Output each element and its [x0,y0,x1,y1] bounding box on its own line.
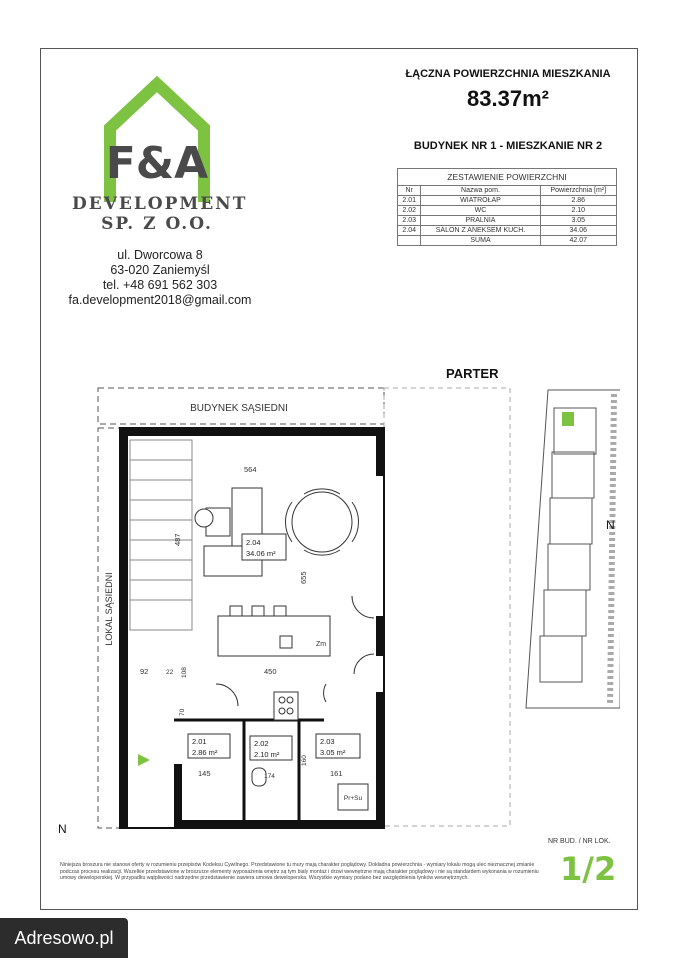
west-wall [120,428,128,828]
area-table [397,168,617,246]
dim-label: 108 [181,667,188,678]
unit-number-value: 1/2 [560,850,617,888]
area-table-header: Nazwa pom. [421,186,540,196]
company-address [60,248,260,308]
site-key-plan [510,388,620,718]
kitchen-island [218,616,330,656]
bar-stool [230,606,242,616]
table-cell: 2.02 [398,206,421,216]
terrace-outline [384,388,510,826]
dim-label: 174 [264,773,275,780]
room-area: 2.86 m² [192,748,218,757]
neighbor-building-label: BUDYNEK SĄSIEDNI [190,403,288,414]
bar-stool [252,606,264,616]
unit-number-label: NR BUD. / NR LOK. [548,838,611,845]
key-plan-hatch [610,394,614,706]
table-row [398,196,617,206]
room-number: 2.03 [320,737,335,746]
address-city: 63-020 Zaniemyśl [110,263,210,277]
address-phone: tel. +48 691 562 303 [102,278,218,292]
side-table [195,509,213,527]
room-number: 2.02 [254,739,269,748]
north-label: N [606,518,615,532]
dim-label: 145 [198,769,211,778]
east-wall-mid [376,616,384,656]
table-cell: 2.04 [398,226,421,236]
sink-label: Zm [316,641,327,648]
table-cell: 2.03 [398,216,421,226]
dim-label: 450 [264,667,277,676]
watermark-badge: Adresowo.pl [0,918,128,958]
dining-table [285,489,358,555]
logo-text [72,194,248,234]
logo-line-2: SP. Z O.O. [101,214,213,234]
dim-label: 70 [179,708,186,716]
east-wall-top [376,428,384,476]
selected-unit-marker [562,412,574,426]
table-cell: SALON Z ANEKSEM KUCH. [421,226,540,236]
dim-label: 22 [166,669,174,676]
door-arc [324,684,326,702]
room-area: 34.06 m² [246,549,276,558]
table-cell: 2.86 [540,196,616,206]
table-row [398,216,617,226]
table-cell: PRALNIA [421,216,540,226]
dim-label: 160 [301,755,308,766]
room-area: 3.05 m² [320,748,346,757]
logo-line-1: DEVELOPMENT [72,194,248,214]
staircase [130,440,192,630]
table-cell: 34.06 [540,226,616,236]
east-wall-bottom [376,692,384,828]
table-row [398,236,617,246]
dim-label: 564 [244,465,257,474]
floor-label: PARTER [446,366,499,381]
sink [280,636,292,648]
north-wall [120,428,384,436]
area-table-header: Powierzchnia [m²] [540,186,616,196]
appliance-label: Pr+Su [343,795,363,802]
north-arrow-icon [606,518,615,532]
vestibule-wall [174,764,182,828]
table-row [398,226,617,236]
floor-plan [94,384,514,834]
terrace-door-arc [352,596,374,618]
disclaimer-text: Niniejsza broszura nie stanowi oferty w rozumieniu przepisów Kodeksu Cywilnego. Przedstawione tu mury mają charakter poglądowy. Dokładna powierzchnia - wymiary lokalu mogą ulec nieznacznej zmianie podczas procesu realizacji. Wszelkie przedstawione w broszurze elementy wyposażenia wnętrz są tym bialy montaż i drzwi wewnętrzne mają charakter poglądowy i nie są standardem wykonania w rozumieniu umowy deweloperskiej. W przypadku wątpliwości nadrzędne przedstawienie zawiera umowa deweloperska. Wszystkie wymiary podano bez uwzględnienia tynków wewnętrznych. [60,862,539,881]
sofa [204,488,262,576]
room-number: 2.01 [192,737,207,746]
entrance-arrow-icon [138,754,150,766]
table-cell: WIATROŁAP [421,196,540,206]
address-email: fa.development2018@gmail.com [68,293,252,307]
north-label: N [58,822,67,836]
door-arc [216,684,238,706]
dim-label: 161 [330,769,343,778]
total-area-value: 83.37m² [467,86,549,111]
bar-stool [274,606,286,616]
room-number: 2.04 [246,538,261,547]
table-cell: 2.01 [398,196,421,206]
building-title: BUDYNEK NR 1 - MIESZKANIE NR 2 [413,140,603,152]
neighbor-unit-label: LOKAL SĄSIEDNI [104,572,114,646]
room-area: 2.10 m² [254,750,280,759]
logo-mark: F&A [105,138,209,189]
table-cell: 2.10 [540,206,616,216]
total-area-label: ŁĄCZNA POWIERZCHNIA MIESZKANIA [405,68,611,80]
south-wall [174,820,384,828]
dim-label: 92 [140,667,149,676]
table-cell: 3.05 [540,216,616,226]
table-row [398,206,617,216]
area-table-caption: ZESTAWIENIE POWIERZCHNI [398,169,617,186]
dim-label: 487 [173,533,182,546]
door-arc [354,654,374,674]
address-street: ul. Dworcowa 8 [117,248,203,262]
table-cell: SUMA [421,236,540,246]
table-cell: WC [421,206,540,216]
dim-label: 655 [299,571,308,584]
cooktop [274,692,298,720]
area-table-header: Nr [398,186,421,196]
table-cell: 42.07 [540,236,616,246]
table-cell [398,236,421,246]
north-arrow-icon-plan [58,822,67,836]
